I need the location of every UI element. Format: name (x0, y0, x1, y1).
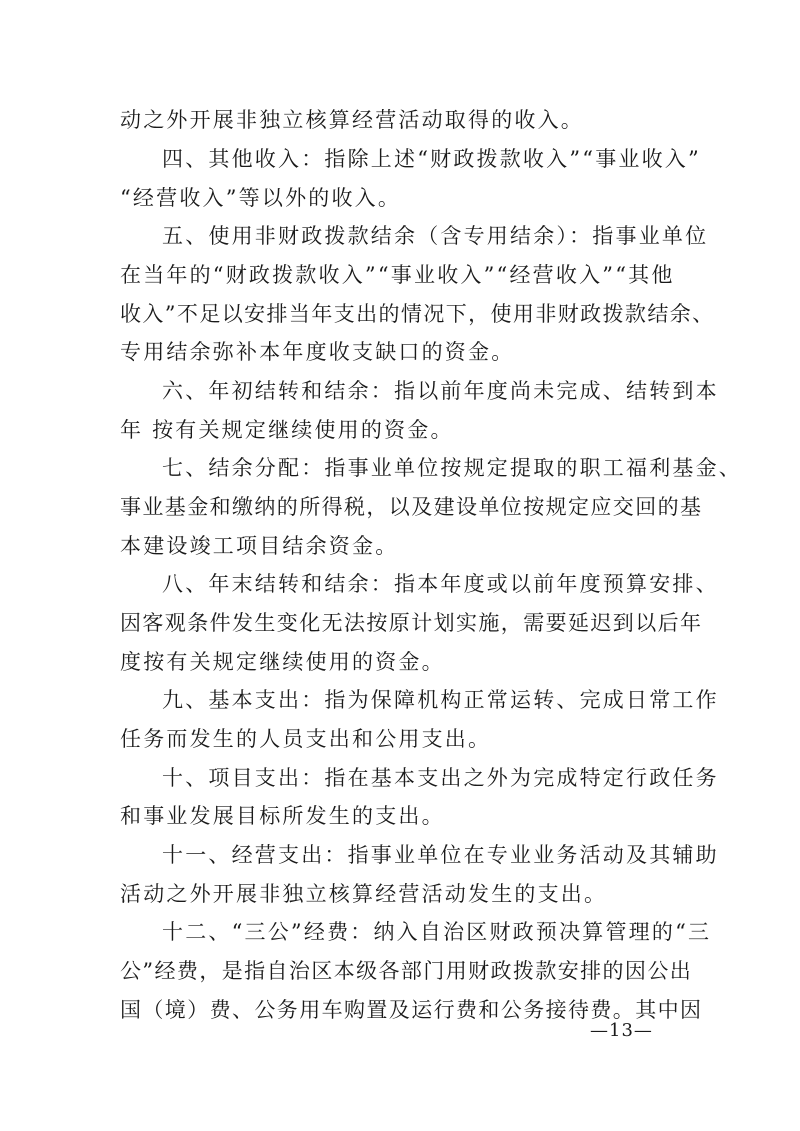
text-line: 本建设竣工项目结余资金。 (120, 534, 399, 558)
text-line: 十一、经营支出：指事业单位在专业业务活动及其辅助 (162, 843, 719, 867)
text-line: 动之外开展非独立核算经营活动取得的收入。 (120, 108, 584, 132)
text-line: 年 按有关规定继续使用的资金。 (120, 418, 454, 442)
text-line: 专用结余弥补本年度收支缺口的资金。 (120, 340, 515, 364)
text-line: 任务而发生的人员支出和公用支出。 (120, 727, 492, 751)
text-line: 十、项目支出：指在基本支出之外为完成特定行政任务 (162, 766, 719, 790)
text-line: 五、使用非财政拨款结余（含专用结余）：指事业单位 (162, 224, 709, 248)
text-line: 公”经费，是指自治区本级各部门用财政拨款安排的因公出 (120, 959, 693, 983)
text-line: 活动之外开展非独立核算经营活动发生的支出。 (120, 882, 608, 906)
text-line: 九、基本支出：指为保障机构正常运转、完成日常工作 (162, 688, 719, 712)
text-line: 国（境）费、公务用车购置及运行费和公务接待费。其中因 (120, 998, 703, 1022)
text-line: 度按有关规定继续使用的资金。 (120, 650, 445, 674)
text-line: 八、年末结转和结余：指本年度或以前年度预算安排、 (162, 572, 719, 596)
text-line: 十二、“三公”经费：纳入自治区财政预决算管理的“三 (162, 920, 712, 944)
text-line: 在当年的“财政拨款收入”“事业收入”“经营收入”“其他 (120, 263, 675, 287)
text-line: 七、结余分配：指事业单位按规定提取的职工福利基金、 (162, 456, 742, 480)
text-line: 事业基金和缴纳的所得税，以及建设单位按规定应交回的基 (120, 495, 703, 519)
text-line: 因客观条件发生变化无法按原计划实施，需要延迟到以后年 (120, 611, 703, 635)
text-line: “经营收入”等以外的收入。 (120, 186, 402, 210)
text-line: 和事业发展目标所发生的支出。 (120, 804, 445, 828)
page-number: —13— (590, 1020, 653, 1041)
text-line: 四、其他收入：指除上述“财政拨款收入”“事业收入” (162, 147, 701, 171)
text-line: 六、年初结转和结余：指以前年度尚未完成、结转到本 (162, 379, 719, 403)
text-line: 收入”不足以安排当年支出的情况下，使用非财政拨款结余、 (120, 302, 715, 326)
